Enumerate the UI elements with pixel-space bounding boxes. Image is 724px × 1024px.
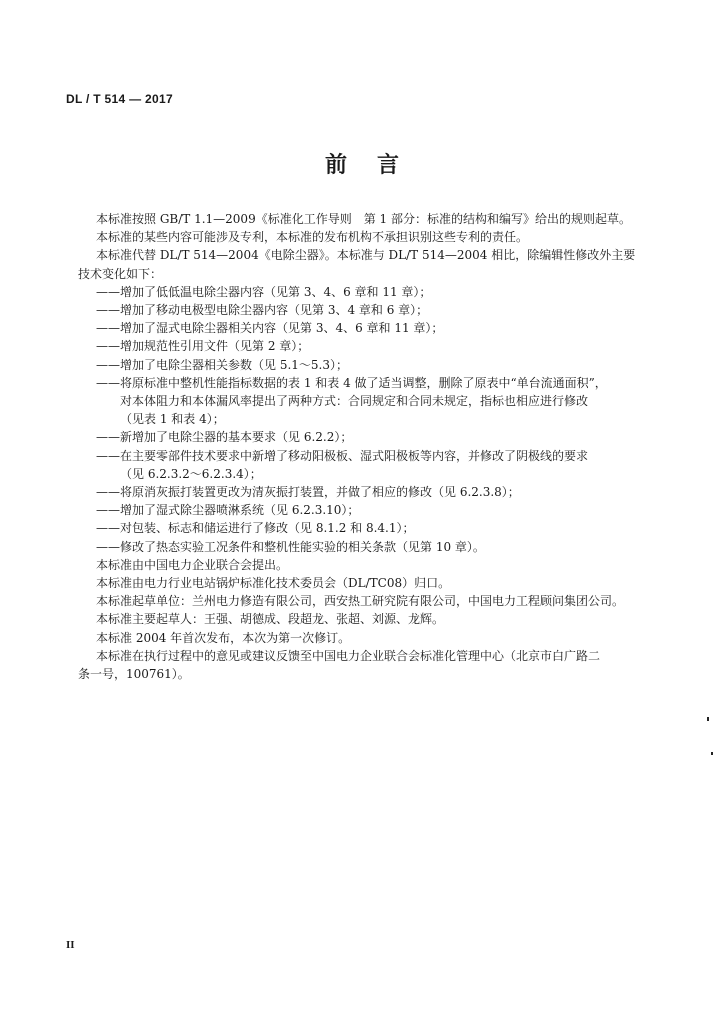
paragraph: 本标准的某些内容可能涉及专利，本标准的发布机构不承担识别这些专利的责任。: [96, 230, 529, 245]
list-item: [96, 337, 656, 355]
list-item-text: ——增加了湿式除尘器喷淋系统（见 6.2.3.10）；: [96, 503, 360, 518]
scan-speck: [707, 717, 709, 721]
list-item: [96, 356, 656, 374]
list-item-text: ——增加了湿式电除尘器相关内容（见第 3、4、6 章和 11 章）；: [96, 321, 444, 336]
list-item-text: ——增加了低低温电除尘器内容（见第 3、4、6 章和 11 章）；: [96, 284, 432, 299]
list-item: [96, 283, 656, 301]
paragraph: 本标准起草单位：兰州电力修造有限公司，西安热工研究院有限公司，中国电力工程顾问集团公司。: [96, 594, 625, 609]
paragraph: 本标准主要起草人：王强、胡德成、段超龙、张超、刘源、龙辉。: [96, 612, 445, 627]
list-item-text: ——在主要零部件技术要求中新增了移动阳极板、湿式阳极板等内容，并修改了阴极线的要求: [96, 448, 589, 463]
list-item: [96, 447, 656, 483]
list-item-text: ——增加规范性引用文件（见第 2 章）；: [96, 339, 310, 354]
list-item-text: ——增加了电除尘器相关参数（见 5.1～5.3）；: [96, 357, 348, 372]
document-body: [78, 210, 656, 683]
list-item-text: （见表 1 和表 4）；: [120, 412, 225, 427]
change-list: [96, 283, 656, 556]
list-item-text: ——新增加了电除尘器的基本要求（见 6.2.2）；: [96, 430, 353, 445]
document-code: DL / T 514 — 2017: [66, 92, 173, 106]
paragraph: 本标准 2004 年首次发布，本次为第一次修订。: [96, 630, 351, 645]
list-item-text: ——修改了热态实验工况条件和整机性能实验的相关条款（见第 10 章）。: [96, 539, 485, 554]
scan-speck: [711, 752, 713, 755]
list-item-text: 对本体阻力和本体漏风率提出了两种方式：合同规定和合同未规定，指标也相应进行修改: [120, 394, 589, 409]
paragraph-continuation: 技术变化如下：: [78, 266, 163, 281]
paragraph: 本标准按照 GB/T 1.1—2009《标准化工作导则 第 1 部分：标准的结构和编写》给出的规则起草。: [96, 212, 631, 226]
paragraph: 本标准由电力行业电站锅炉标准化技术委员会（DL/TC08）归口。: [96, 576, 451, 591]
list-item: [96, 374, 656, 429]
list-item: [96, 501, 656, 519]
list-item: [96, 428, 656, 446]
list-item-text: ——对包装、标志和储运进行了修改（见 8.1.2 和 8.4.1）；: [96, 521, 415, 536]
page-number: II: [66, 939, 75, 951]
list-item-text: （见 6.2.3.2～6.2.3.4）；: [120, 466, 262, 481]
list-item-text: ——将原消灰振打装置更改为清灰振打装置，并做了相应的修改（见 6.2.3.8）；: [96, 485, 520, 500]
paragraph: 本标准在执行过程中的意见或建议反馈至中国电力企业联合会标准化管理中心（北京市白广路二: [96, 648, 601, 663]
list-item: [96, 301, 656, 319]
paragraph-continuation: 条一号，100761）。: [78, 667, 190, 682]
list-item-text: ——增加了移动电极型电除尘器内容（见第 3、4 章和 6 章）；: [96, 303, 429, 318]
paragraph: 本标准代替 DL/T 514—2004《电除尘器》。本标准与 DL/T 514—2004 相比，除编辑性修改外主要: [96, 248, 636, 263]
page-title: 前言: [324, 152, 429, 178]
list-item-text: ——将原标准中整机性能指标数据的表 1 和表 4 做了适当调整，删除了原表中“单台流通面积”，: [96, 375, 607, 390]
list-item: [96, 483, 656, 501]
list-item: [96, 319, 656, 337]
list-item: [96, 519, 656, 537]
paragraph: 本标准由中国电力企业联合会提出。: [96, 557, 289, 572]
list-item: [96, 538, 656, 556]
